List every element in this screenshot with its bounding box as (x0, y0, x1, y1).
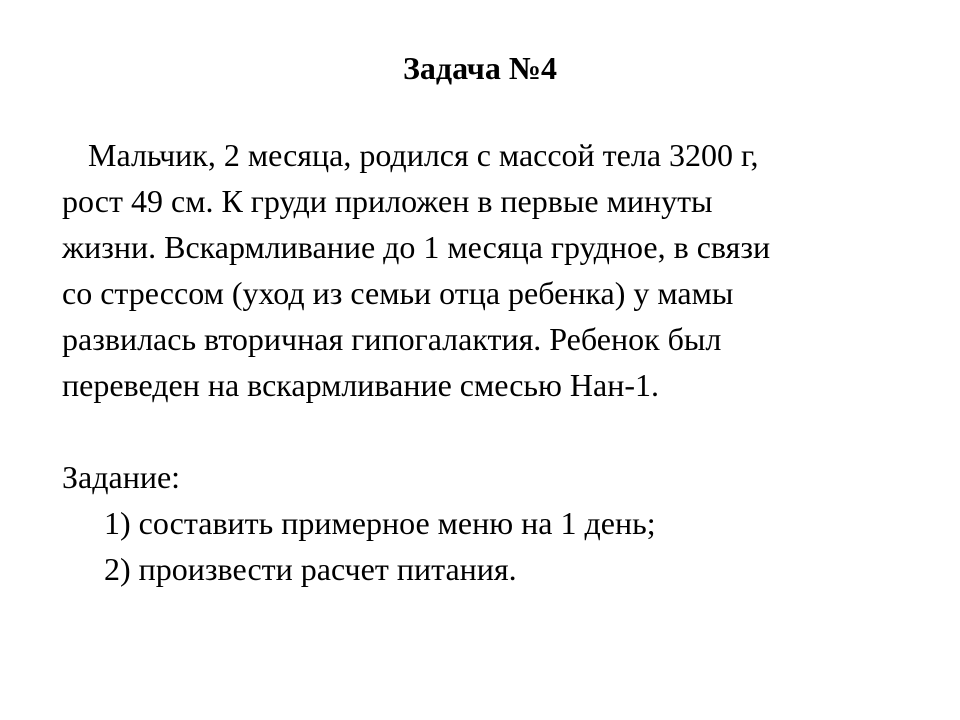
paragraph-line: развилась вторичная гипогалактия. Ребенок был (62, 321, 722, 357)
paragraph-line: рост 49 см. К груди приложен в первые минуты (62, 183, 713, 219)
task-heading: Задание: (62, 459, 181, 495)
task-item: 2) произвести расчет питания. (104, 551, 517, 587)
paragraph-line: со стрессом (уход из семьи отца ребенка) у мамы (62, 275, 734, 311)
blank-line (62, 408, 912, 454)
problem-text (62, 132, 912, 592)
paragraph-line: Мальчик, 2 месяца, родился с массой тела 3200 г, (88, 137, 759, 173)
paragraph-line: переведен на вскармливание смесью Нан-1. (62, 367, 660, 403)
task-item: 1) составить примерное меню на 1 день; (104, 505, 656, 541)
slide-title: Задача №4 (403, 50, 557, 86)
paragraph-line: жизни. Вскармливание до 1 месяца грудное, в связи (62, 229, 771, 265)
